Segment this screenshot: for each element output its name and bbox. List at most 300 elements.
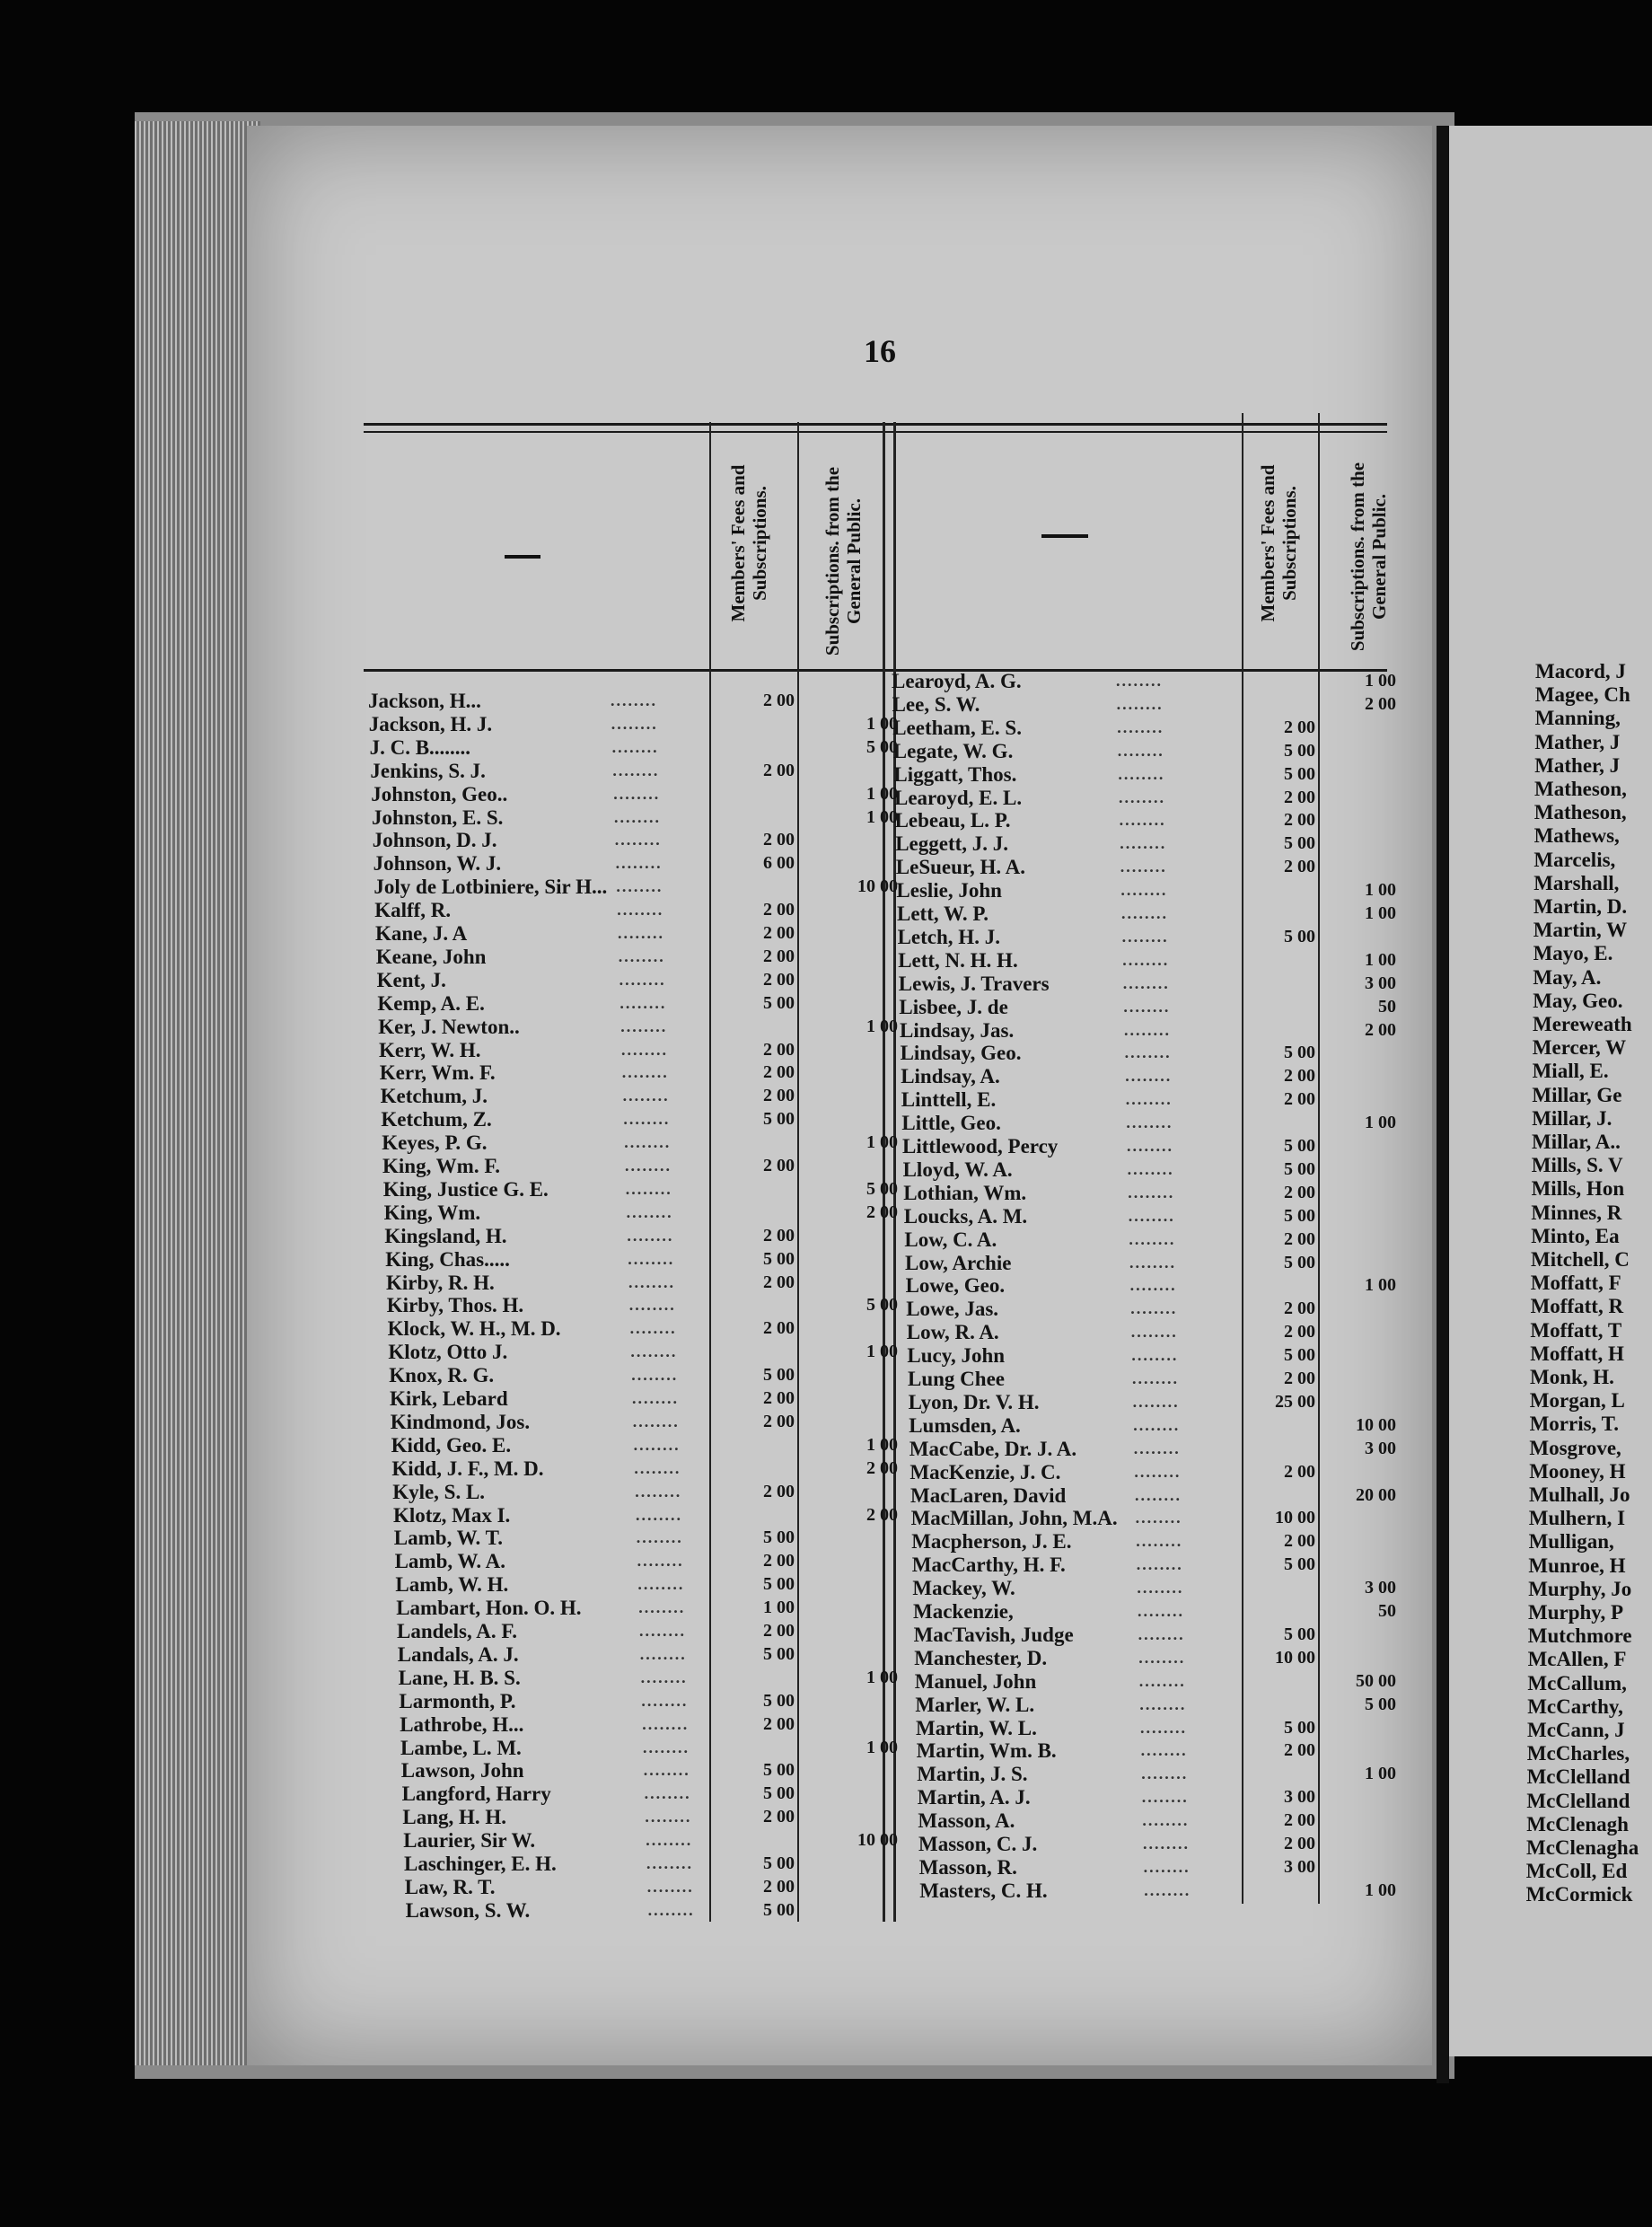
ledger-entry <box>898 949 1405 972</box>
leader-dots: ........ <box>1125 1090 1173 1109</box>
ledger-entry <box>385 1248 907 1271</box>
leader-dots: ........ <box>1122 950 1170 969</box>
entry-name: Learoyd, E. L. <box>894 786 1023 809</box>
public-amount: 1 00 <box>1364 1113 1396 1133</box>
page-stack-edges <box>135 121 260 2065</box>
ledger-entry <box>912 1554 1405 1576</box>
members-amount: 5 00 <box>1283 1158 1315 1179</box>
leader-dots: ........ <box>1124 1020 1171 1039</box>
leader-dots: ........ <box>620 993 667 1012</box>
members-amount: 2 00 <box>1283 717 1315 737</box>
leader-dots: ........ <box>1127 1159 1174 1178</box>
members-amount: 2 00 <box>763 1272 795 1292</box>
leader-dots: ........ <box>637 1552 684 1571</box>
members-amount: 5 00 <box>1284 1136 1315 1156</box>
facing-entry: McClelland <box>1526 1789 1630 1812</box>
ledger-entry <box>901 1042 1405 1064</box>
leader-dots: ........ <box>615 854 663 873</box>
leader-dots: ........ <box>643 1761 690 1780</box>
facing-entry: Millar, Ge <box>1532 1083 1622 1106</box>
public-amount: 3 00 <box>1364 1578 1396 1598</box>
entry-name: Larmonth, P. <box>399 1689 516 1712</box>
ledger-entry <box>394 1527 907 1549</box>
members-amount: 5 00 <box>1283 1205 1315 1226</box>
members-amount: 5 00 <box>1283 1554 1315 1575</box>
facing-entry: Mather, J <box>1534 753 1621 777</box>
members-amount: 2 00 <box>762 1086 795 1106</box>
entry-name: Lewis, J. Travers <box>898 972 1050 995</box>
ledger-entry <box>895 832 1405 855</box>
facing-entry: Moffatt, R <box>1530 1295 1624 1318</box>
members-amount: 2 00 <box>1284 1834 1315 1853</box>
ledger-entry <box>912 1577 1405 1599</box>
facing-entry: Mereweath <box>1533 1013 1632 1035</box>
ledger-entry <box>406 1899 907 1922</box>
facing-entry: McClelland <box>1526 1765 1630 1789</box>
members-amount: 2 00 <box>763 1039 795 1060</box>
ledger-entry <box>399 1667 907 1689</box>
facing-entry: McClenagh <box>1526 1812 1629 1835</box>
facing-entry: McCallum, <box>1527 1671 1627 1694</box>
facing-entry: Minnes, R <box>1531 1201 1622 1224</box>
facing-entry: Moffatt, T <box>1530 1318 1622 1342</box>
members-amount: 5 00 <box>762 1527 795 1548</box>
header-rule-bottom <box>364 431 1387 433</box>
ledger-entry <box>907 1321 1405 1343</box>
entry-name: Martin, Wm. B. <box>916 1739 1057 1763</box>
leader-dots: ........ <box>1139 1694 1187 1713</box>
ledger-entry <box>918 1809 1405 1832</box>
entry-name: MacCabe, Dr. J. A. <box>909 1437 1077 1460</box>
leader-dots: ........ <box>646 1877 694 1896</box>
facing-entry: McAllen, F <box>1527 1648 1627 1671</box>
public-amount: 1 00 <box>1364 880 1396 901</box>
entry-name: Legate, W. G. <box>892 739 1014 762</box>
members-amount: 10 00 <box>1274 1508 1315 1528</box>
leader-dots: ........ <box>618 946 665 965</box>
public-amount: 50 <box>1377 996 1396 1017</box>
leader-dots: ........ <box>631 1366 679 1385</box>
leader-dots: ........ <box>633 1435 681 1454</box>
left-column-header <box>505 555 540 559</box>
leader-dots: ........ <box>628 1296 676 1315</box>
ledger-entry <box>917 1763 1405 1785</box>
members-amount: 1 00 <box>762 1598 795 1618</box>
members-amount: 5 00 <box>1283 1345 1315 1366</box>
entry-name: Manuel, John <box>914 1669 1037 1693</box>
ledger-entry <box>405 1876 907 1898</box>
public-amount: 1 00 <box>866 806 898 827</box>
members-amount: 5 00 <box>762 1574 795 1595</box>
leader-dots: ........ <box>639 1644 687 1663</box>
entry-name: Kent, J. <box>376 968 446 991</box>
members-amount: 5 00 <box>1283 833 1315 854</box>
members-amount: 2 00 <box>1283 1461 1315 1482</box>
entry-name: Lumsden, A. <box>909 1413 1021 1437</box>
entry-name: MacMillan, John, M.A. <box>910 1507 1118 1530</box>
members-amount: 5 00 <box>762 992 795 1013</box>
entry-name: Liggatt, Thos. <box>893 762 1017 786</box>
ledger-entry <box>909 1438 1405 1460</box>
members-amount: 2 00 <box>1283 1089 1315 1110</box>
entry-name: Lindsay, Geo. <box>900 1042 1022 1065</box>
ledger-entry <box>402 1782 907 1805</box>
leader-dots: ........ <box>635 1482 682 1501</box>
ledger-entry <box>892 693 1405 716</box>
entry-name: Lindsay, A. <box>901 1065 1000 1088</box>
public-amount: 1 00 <box>866 783 898 804</box>
entry-name: Kidd, Geo. E. <box>391 1433 512 1457</box>
leader-dots: ........ <box>637 1575 685 1594</box>
entry-name: Lamb, W. H. <box>395 1573 509 1597</box>
entry-name: Lyon, Dr. V. H. <box>908 1390 1040 1413</box>
leader-dots: ........ <box>1137 1579 1184 1598</box>
ledger-entry <box>918 1786 1405 1809</box>
public-amount: 1 00 <box>866 1667 898 1687</box>
facing-entry: Mayo, E. <box>1533 942 1613 965</box>
public-amount: 20 00 <box>1356 1484 1396 1505</box>
facing-entry: Mather, J <box>1534 730 1621 753</box>
facing-entry: Munroe, H <box>1528 1554 1626 1577</box>
entry-name: Kirby, R. H. <box>386 1271 495 1294</box>
public-amount: 1 00 <box>1365 903 1396 923</box>
leader-dots: ........ <box>1135 1509 1182 1527</box>
members-amount: 2 00 <box>763 1621 795 1641</box>
members-amount: 5 00 <box>1283 1624 1315 1644</box>
leader-dots: ........ <box>614 831 662 849</box>
entry-name: Klock, W. H., M. D. <box>387 1317 561 1341</box>
members-amount: 6 00 <box>762 853 795 874</box>
ledger-entry <box>372 806 907 829</box>
leader-dots: ........ <box>1119 811 1166 830</box>
ledger-entry <box>380 1061 907 1084</box>
ledger-entry <box>901 1112 1405 1134</box>
facing-entry: Matheson, <box>1533 801 1627 824</box>
ledger-entry <box>915 1670 1405 1693</box>
members-amount: 2 00 <box>1283 810 1315 831</box>
ledger-entry <box>382 1131 907 1154</box>
entry-name: Ker, J. Newton.. <box>378 1015 520 1038</box>
entry-name: Masson, C. J. <box>918 1833 1038 1855</box>
ledger-entry <box>399 1690 907 1712</box>
leader-dots: ........ <box>1136 1532 1183 1551</box>
public-amount: 1 00 <box>866 1132 898 1153</box>
facing-entry: McCharles, <box>1526 1742 1630 1765</box>
entry-name: Lucy, John <box>907 1344 1006 1368</box>
leader-dots: ........ <box>1130 1299 1178 1318</box>
leader-dots: ........ <box>612 761 660 779</box>
members-amount: 3 00 <box>1283 1787 1315 1808</box>
ledger-entry <box>898 926 1405 948</box>
ledger-entry <box>377 992 907 1015</box>
facing-entry: McColl, Ed <box>1525 1860 1628 1883</box>
entry-name: King, Wm. <box>383 1201 481 1224</box>
leader-dots: ........ <box>1121 904 1168 922</box>
members-amount: 2 00 <box>762 1876 795 1897</box>
leader-dots: ........ <box>628 1249 675 1268</box>
entry-name: Masters, C. H. <box>919 1879 1048 1902</box>
ledger-entry <box>899 973 1405 995</box>
ledger-entry <box>894 787 1405 809</box>
entry-name: MacTavish, Judge <box>913 1623 1074 1646</box>
ledger-entry <box>398 1643 907 1666</box>
entry-name: Linttell, E. <box>901 1088 997 1112</box>
members-amount: 2 00 <box>1283 1182 1315 1202</box>
leader-dots: ........ <box>1133 1415 1181 1434</box>
leader-dots: ........ <box>640 1668 688 1686</box>
ledger-entry <box>384 1225 907 1247</box>
entry-name: Kidd, J. F., M. D. <box>391 1457 544 1480</box>
facing-entry: Mills, Hon <box>1531 1177 1625 1201</box>
entry-name: Low, Archie <box>905 1251 1012 1274</box>
public-amount: 5 00 <box>1364 1694 1396 1714</box>
ledger-entry <box>914 1647 1405 1669</box>
facing-entry: McCormick <box>1525 1883 1633 1906</box>
facing-entry: Moffatt, H <box>1530 1342 1624 1365</box>
leader-dots: ........ <box>617 901 664 920</box>
entry-name: Kerr, Wm. F. <box>379 1061 496 1085</box>
facing-entry: Moffatt, F <box>1530 1272 1621 1295</box>
leader-dots: ........ <box>1133 1439 1181 1457</box>
leader-dots: ........ <box>1117 717 1164 736</box>
entry-name: Manchester, D. <box>914 1646 1048 1669</box>
ledger-entry <box>386 1272 907 1294</box>
members-amount: 5 00 <box>1284 1717 1315 1738</box>
members-amount: 2 00 <box>763 1156 795 1175</box>
entry-name: Leggett, J. J. <box>895 832 1009 856</box>
ledger-entry <box>395 1550 907 1572</box>
ledger-entry <box>917 1739 1405 1762</box>
entry-name: Lane, H. B. S. <box>398 1666 521 1689</box>
leader-dots: ........ <box>641 1691 689 1710</box>
ledger-entry <box>915 1694 1405 1716</box>
facing-entry: Marcelis, <box>1533 848 1616 871</box>
entry-name: Lindsay, Jas. <box>900 1018 1015 1042</box>
leader-dots: ........ <box>642 1714 690 1733</box>
ledger-entry <box>911 1530 1405 1553</box>
members-amount: 2 00 <box>763 691 795 710</box>
ledger-entry <box>377 969 907 991</box>
entry-name: Leslie, John <box>896 879 1002 902</box>
leader-dots: ........ <box>638 1598 686 1617</box>
ledger-entry <box>896 856 1405 878</box>
leader-dots: ........ <box>646 1831 693 1850</box>
ledger-entry <box>376 946 907 968</box>
ledger-entry <box>401 1759 907 1782</box>
entry-name: Landals, A. J. <box>397 1642 519 1666</box>
entry-name: Low, R. A. <box>906 1321 999 1344</box>
leader-dots: ........ <box>1124 1043 1172 1062</box>
entry-name: Kirk, Lebard <box>390 1387 508 1410</box>
members-amount: 5 00 <box>1283 1043 1315 1063</box>
ledger-entry <box>388 1341 907 1363</box>
ledger-entry <box>391 1457 907 1480</box>
entry-name: Lett, N. H. H. <box>898 948 1018 972</box>
leader-dots: ........ <box>1144 1880 1191 1899</box>
entry-name: J. C. B........ <box>369 735 471 759</box>
members-amount: 5 00 <box>762 1899 795 1920</box>
members-amount: 2 00 <box>1284 1369 1315 1388</box>
leader-dots: ........ <box>1118 764 1165 783</box>
entry-name: Martin, J. S. <box>917 1763 1028 1786</box>
ledger-entry <box>916 1717 1405 1739</box>
public-amount: 2 00 <box>866 1504 898 1525</box>
entry-name: Mackenzie, <box>913 1600 1014 1623</box>
entry-name: Kirby, Thos. H. <box>386 1294 524 1317</box>
public-amount: 1 00 <box>1364 1764 1396 1784</box>
members-amount: 2 00 <box>1283 857 1315 877</box>
entry-name: Lung Chee <box>908 1368 1005 1390</box>
public-amount: 2 00 <box>866 1457 898 1478</box>
ledger-entry <box>919 1856 1405 1879</box>
ledger-entry <box>910 1484 1405 1507</box>
ledger-entry <box>400 1713 907 1736</box>
facing-entry: Millar, A.. <box>1532 1131 1621 1153</box>
public-amount: 5 00 <box>866 1295 898 1316</box>
members-amount: 2 00 <box>762 1318 795 1339</box>
leader-dots: ........ <box>1125 1067 1173 1086</box>
entry-name: Lamb, W. A. <box>394 1550 505 1573</box>
leader-dots: ........ <box>1141 1788 1189 1807</box>
members-amount: 5 00 <box>762 1643 795 1664</box>
ledger-entry <box>384 1202 907 1224</box>
facing-entry: Mercer, W <box>1532 1036 1627 1060</box>
members-amount: 2 00 <box>762 760 795 780</box>
facing-entry: Magee, Ch <box>1534 683 1630 707</box>
leader-dots: ........ <box>1120 834 1167 853</box>
members-amount: 3 00 <box>1283 1856 1315 1877</box>
ledger-entry <box>903 1158 1405 1181</box>
facing-entry: May, Geo. <box>1533 989 1623 1012</box>
entry-name: Ketchum, Z. <box>381 1108 492 1131</box>
leader-dots: ........ <box>1130 1323 1178 1342</box>
ledger-entry <box>373 876 907 898</box>
facing-entry: May, A. <box>1533 965 1602 989</box>
leader-dots: ........ <box>1128 1183 1175 1202</box>
entry-name: Masson, R. <box>918 1855 1017 1879</box>
ledger-entry <box>391 1411 907 1433</box>
entry-name: Johnson, W. J. <box>373 852 502 876</box>
entry-name: Loucks, A. M. <box>903 1204 1028 1228</box>
leader-dots: ........ <box>1121 927 1169 946</box>
ledger-entry <box>892 717 1405 739</box>
ledger-entry <box>381 1108 907 1131</box>
facing-entry: Mulligan, <box>1528 1530 1614 1554</box>
leader-dots: ........ <box>1140 1741 1188 1760</box>
facing-entry: Murphy, P <box>1528 1601 1624 1624</box>
facing-entry: Murphy, Jo <box>1528 1577 1632 1600</box>
public-subscriptions-header-right: Subscriptions. from the General Public. <box>1347 462 1390 652</box>
public-amount: 2 00 <box>1364 693 1396 714</box>
leader-dots: ........ <box>632 1412 680 1430</box>
ledger-entry <box>893 740 1405 762</box>
entry-name: Marler, W. L. <box>915 1693 1035 1716</box>
facing-entry: Millar, J. <box>1532 1106 1612 1130</box>
leader-dots: ........ <box>643 1738 690 1756</box>
facing-entry: Marshall, <box>1533 871 1620 894</box>
leader-dots: ........ <box>634 1458 681 1477</box>
ledger-entry <box>378 1016 907 1038</box>
entry-name: King, Chas..... <box>385 1247 510 1271</box>
entry-name: Kingsland, H. <box>384 1224 507 1247</box>
public-amount: 2 00 <box>866 1202 898 1222</box>
entry-name: Keane, John <box>375 945 487 968</box>
members-amount: 2 00 <box>762 900 795 920</box>
ledger-entry <box>900 1019 1405 1042</box>
leader-dots: ........ <box>1127 1137 1173 1155</box>
leader-dots: ........ <box>1116 694 1164 713</box>
ledger-entry <box>381 1085 907 1107</box>
members-amount: 2 00 <box>1283 1531 1315 1552</box>
entry-name: Lang, H. H. <box>402 1806 507 1829</box>
entry-name: Johnston, Geo.. <box>371 782 508 805</box>
entry-name: Langford, Harry <box>401 1782 551 1806</box>
entry-name: Johnson, D. J. <box>372 829 497 852</box>
entry-name: Lawson, S. W. <box>405 1898 531 1922</box>
ledger-entry <box>368 690 907 712</box>
ledger-entry <box>402 1806 907 1828</box>
leader-dots: ........ <box>1142 1811 1190 1830</box>
facing-entry: Mills, S. V <box>1531 1154 1623 1177</box>
entry-name: Little, Geo. <box>901 1112 1001 1135</box>
entry-name: Landels, A. F. <box>397 1620 518 1642</box>
leader-dots: ........ <box>616 877 663 896</box>
members-amount: 2 00 <box>763 923 795 943</box>
entry-name: Law, R. T. <box>404 1875 496 1898</box>
facing-entry: Matheson, <box>1534 778 1627 800</box>
leader-dots: ........ <box>636 1528 683 1547</box>
leader-dots: ........ <box>1136 1555 1183 1574</box>
leader-dots: ........ <box>624 1133 672 1152</box>
entry-name: Lisbee, J. de <box>899 995 1008 1018</box>
ledger-entry <box>897 902 1405 925</box>
ledger-entry <box>909 1414 1405 1437</box>
ledger-entry <box>892 670 1405 692</box>
facing-entry: Monk, H. <box>1530 1366 1614 1388</box>
entry-name: Kemp, A. E. <box>377 991 485 1015</box>
leader-dots: ........ <box>1117 741 1164 760</box>
ledger-entry <box>392 1481 907 1503</box>
members-amount: 10 00 <box>1274 1647 1315 1668</box>
entry-name: Littlewood, Percy <box>902 1135 1059 1158</box>
members-amount: 2 00 <box>762 1713 795 1734</box>
ledger-entry <box>914 1624 1405 1646</box>
facing-entry: Minto, Ea <box>1531 1224 1620 1247</box>
ledger-entry <box>918 1833 1405 1855</box>
members-amount: 5 00 <box>1283 740 1315 761</box>
entry-name: King, Wm. F. <box>382 1155 501 1177</box>
leader-dots: ........ <box>611 714 658 733</box>
members-amount: 2 00 <box>762 1225 795 1246</box>
entry-name: Lett, W. P. <box>897 902 989 925</box>
entry-name: King, Justice G. E. <box>382 1177 549 1201</box>
entry-name: Kerr, W. H. <box>379 1038 481 1061</box>
leader-dots: ........ <box>1116 672 1163 690</box>
public-amount: 5 00 <box>866 736 898 757</box>
members-amount: 5 00 <box>762 1783 795 1804</box>
public-subscriptions-header-left: Subscriptions. from the General Public. <box>822 466 865 656</box>
ledger-entry <box>393 1504 907 1527</box>
ledger-entry <box>913 1600 1405 1623</box>
entry-name: LeSueur, H. A. <box>895 856 1026 879</box>
entry-name: Mackey, W. <box>912 1577 1015 1600</box>
ledger-entry <box>374 899 907 921</box>
entry-name: Lowe, Jas. <box>906 1298 999 1321</box>
leader-dots: ........ <box>1122 973 1170 992</box>
public-amount: 1 00 <box>1364 1879 1396 1900</box>
entry-name: Lathrobe, H... <box>400 1712 524 1736</box>
entry-name: Low, C. A. <box>904 1228 997 1251</box>
